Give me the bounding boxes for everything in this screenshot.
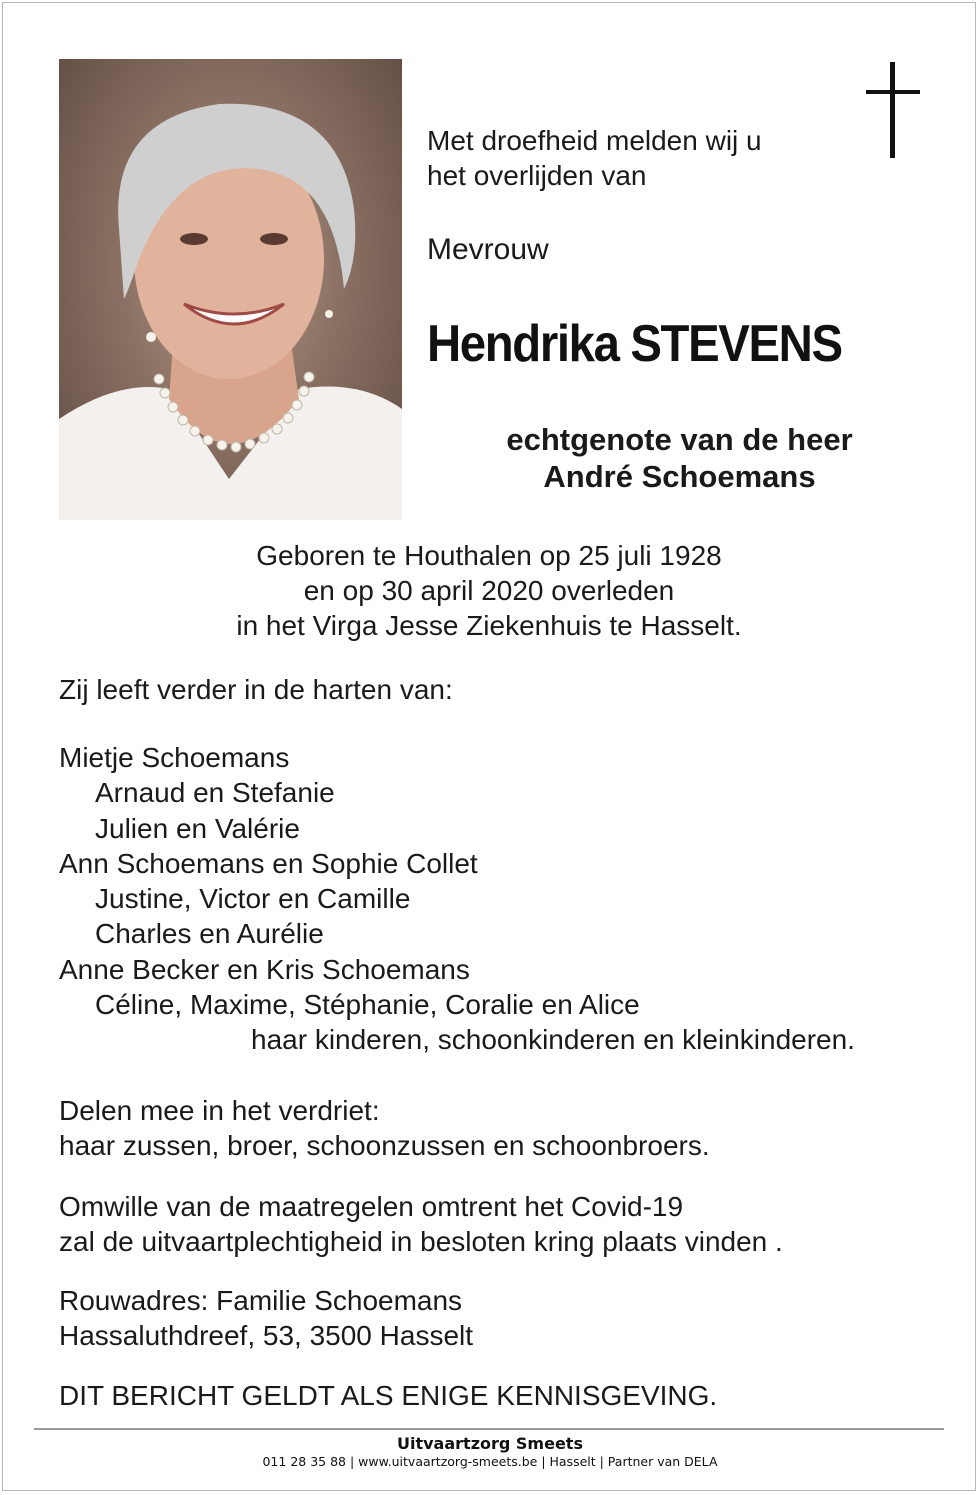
footer-divider [34,1428,944,1430]
deceased-name: Hendrika STEVENS [427,315,842,373]
share-grief-text: Delen mee in het verdriet: haar zussen, broer, schoonzussen en schoonbroers. [59,1095,710,1161]
family-line: Julien en Valérie [95,812,300,844]
family-line: Mietje Schoemans [59,742,290,773]
birth-death-text: Geboren te Houthalen op 25 juli 1928 en op 30 april 2020 overleden in het Virga Jesse Ziekenhuis te Hasselt. [236,540,742,641]
portrait-photo [59,59,402,520]
family-line: Anne Becker en Kris Schoemans [59,953,470,985]
family-line: Justine, Victor en Camille [95,883,411,915]
cross-icon [862,62,922,158]
title-word: Mevrouw [427,233,549,266]
family-line: Ann Schoemans en Sophie Collet [59,847,478,879]
notice-text: DIT BERICHT GELDT ALS ENIGE KENNISGEVING. [59,1380,718,1411]
covid-notice: Omwille van de maatregelen omtrent het Covid-19 zal de uitvaartplechtigheid in besloten kring plaats vinden . [59,1191,783,1257]
spouse-text: echtgenote van de heer André Schoemans [506,422,853,494]
relation-text: haar kinderen, schoonkinderen en kleinkinderen. [251,1024,855,1055]
funeral-home-name: Uitvaartzorg Smeets [397,1434,583,1453]
family-line: Céline, Maxime, Stéphanie, Coralie en Alice [95,989,640,1021]
lives-on-text: Zij leeft verder in de harten van: [59,674,453,705]
family-line: Charles en Aurélie [95,918,324,950]
mourning-address: Rouwadres: Familie Schoemans Hassaluthdreef, 53, 3500 Hasselt [59,1285,474,1351]
intro-text: Met droefheid melden wij u het overlijden van [427,125,762,191]
family-line: Arnaud en Stefanie [95,777,335,809]
funeral-home-info: 011 28 35 88 | www.uitvaartzorg-smeets.be | Hasselt | Partner van DELA [262,1454,718,1469]
family-list [59,740,640,1022]
